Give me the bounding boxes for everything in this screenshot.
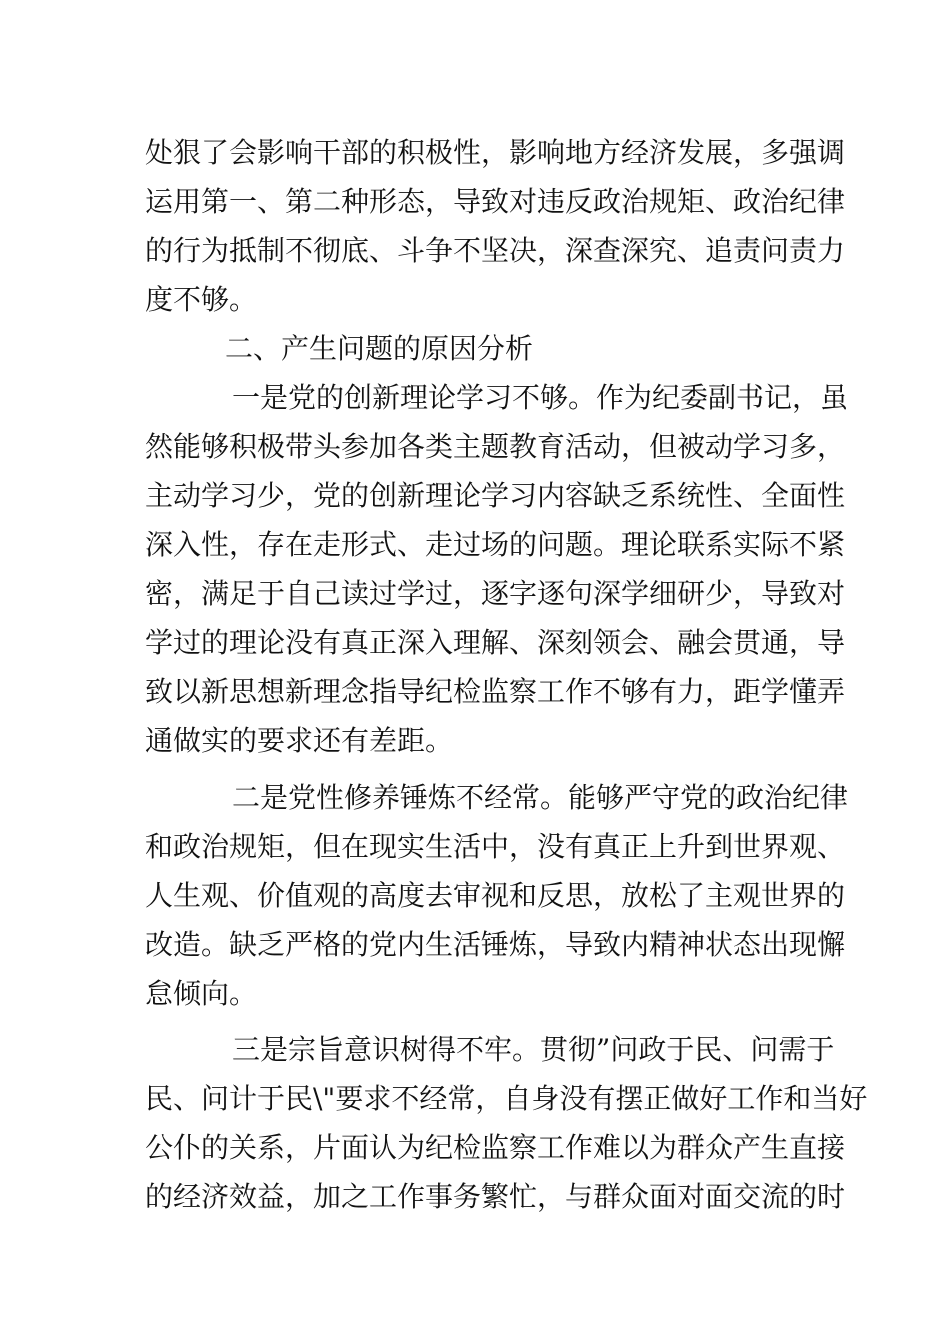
text-line: 通做实的要求还有差距。 [145,724,454,757]
text-line: 主动学习少，党的创新理论学习内容缺乏系统性、全面性 [145,479,846,512]
text-line: 人生观、价值观的高度去审视和反思，放松了主观世界的 [145,879,846,912]
paragraph-start: 三是宗旨意识树得不牢。贯彻”问政于民、问需于 [232,1033,835,1066]
text-line: 然能够积极带头参加各类主题教育活动，但被动学习多， [145,430,846,463]
text-line: 学过的理论没有真正深入理解、深刻领会、融会贯通，导 [145,626,846,659]
paragraph-start: 一是党的创新理论学习不够。作为纪委副书记，虽 [232,381,849,414]
text-line: 的经济效益，加之工作事务繁忙，与群众面对面交流的时 [145,1180,846,1213]
text-line: 改造。缺乏严格的党内生活锤炼，导致内精神状态出现懈 [145,928,846,961]
text-line: 处狠了会影响干部的积极性，影响地方经济发展，多强调 [145,136,846,169]
paragraph-start: 二是党性修养锤炼不经常。能够严守党的政治纪律 [232,781,849,814]
text-line: 民、问计于民\"要求不经常，自身没有摆正做好工作和当好 [145,1082,868,1115]
text-line: 致以新思想新理念指导纪检监察工作不够有力，距学懂弄 [145,675,846,708]
text-line: 度不够。 [145,283,258,316]
text-line: 和政治规矩，但在现实生活中，没有真正上升到世界观、 [145,830,846,863]
text-line: 运用第一、第二种形态，导致对违反政治规矩、政治纪律 [145,185,846,218]
section-heading: 二、产生问题的原因分析 [225,332,534,365]
text-line: 的行为抵制不彻底、斗争不坚决，深查深究、追责问责力 [145,234,846,267]
text-line: 深入性，存在走形式、走过场的问题。理论联系实际不紧 [145,528,846,561]
text-line: 公仆的关系，片面认为纪检监察工作难以为群众产生直接 [145,1131,846,1164]
text-line: 怠倾向。 [145,977,258,1010]
text-line: 密，满足于自己读过学过，逐字逐句深学细研少，导致对 [145,577,846,610]
